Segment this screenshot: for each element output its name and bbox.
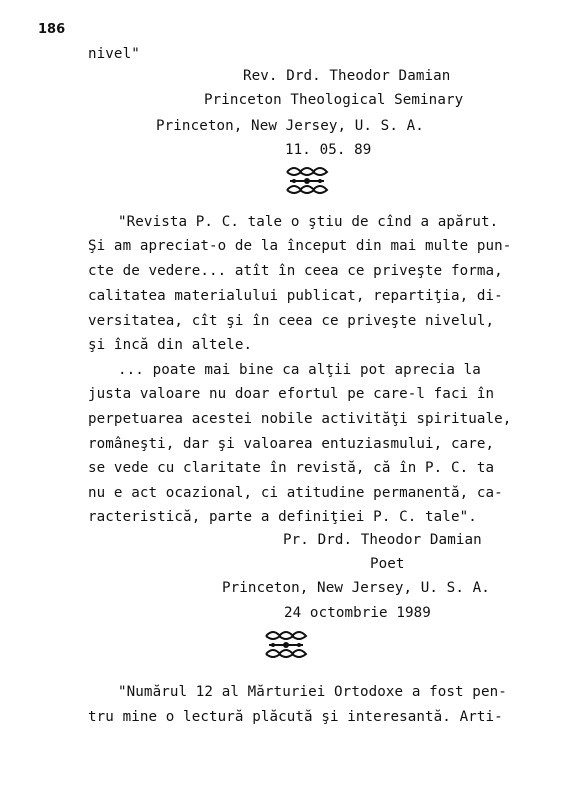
text-line: "Revista P. C. tale o ştiu de cînd a apărut. <box>118 214 499 230</box>
signature-name: Pr. Drd. Theodor Damian <box>283 532 482 548</box>
text-line: nivel" <box>88 46 140 62</box>
signature-title: Poet <box>370 556 405 572</box>
text-line: şi încă din altele. <box>88 337 253 353</box>
text-line: nu e act ocazional, ci atitudine permanentă, ca- <box>88 485 503 501</box>
signature-date: 11. 05. 89 <box>285 142 372 158</box>
signature-name: Rev. Drd. Theodor Damian <box>243 68 451 84</box>
signature-location: Princeton, New Jersey, U. S. A. <box>222 580 490 596</box>
text-line: româneşti, dar şi valoarea entuziasmului, care, <box>88 436 495 452</box>
text-line: racteristică, parte a definiţiei P. C. tale". <box>88 509 477 525</box>
text-line: justa valoare nu doar efortul pe care-l faci în <box>88 386 495 402</box>
text-line: versitatea, cît şi în ceea ce priveşte nivelul, <box>88 313 495 329</box>
text-line: tru mine o lectură plăcută şi interesantă. Arti- <box>88 709 503 725</box>
floral-ornament-icon <box>261 626 311 664</box>
floral-ornament-icon <box>282 162 332 200</box>
text-line: perpetuarea acestei nobile activităţi spirituale, <box>88 411 512 427</box>
page-number: 186 <box>38 22 66 37</box>
text-line: Şi am apreciat-o de la început din mai multe pun- <box>88 238 512 254</box>
text-line: "Numărul 12 al Mărturiei Ortodoxe a fost pen- <box>118 684 507 700</box>
signature-affiliation: Princeton Theological Seminary <box>204 92 464 108</box>
text-line: se vede cu claritate în revistă, că în P. C. ta <box>88 460 495 476</box>
text-line: calitatea materialului publicat, repartiţia, di- <box>88 288 503 304</box>
signature-location: Princeton, New Jersey, U. S. A. <box>156 118 424 134</box>
text-line: cte de vedere... atît în ceea ce priveşte forma, <box>88 263 503 279</box>
signature-date: 24 octombrie 1989 <box>284 605 431 621</box>
text-line: ... poate mai bine ca alţii pot aprecia la <box>118 362 481 378</box>
